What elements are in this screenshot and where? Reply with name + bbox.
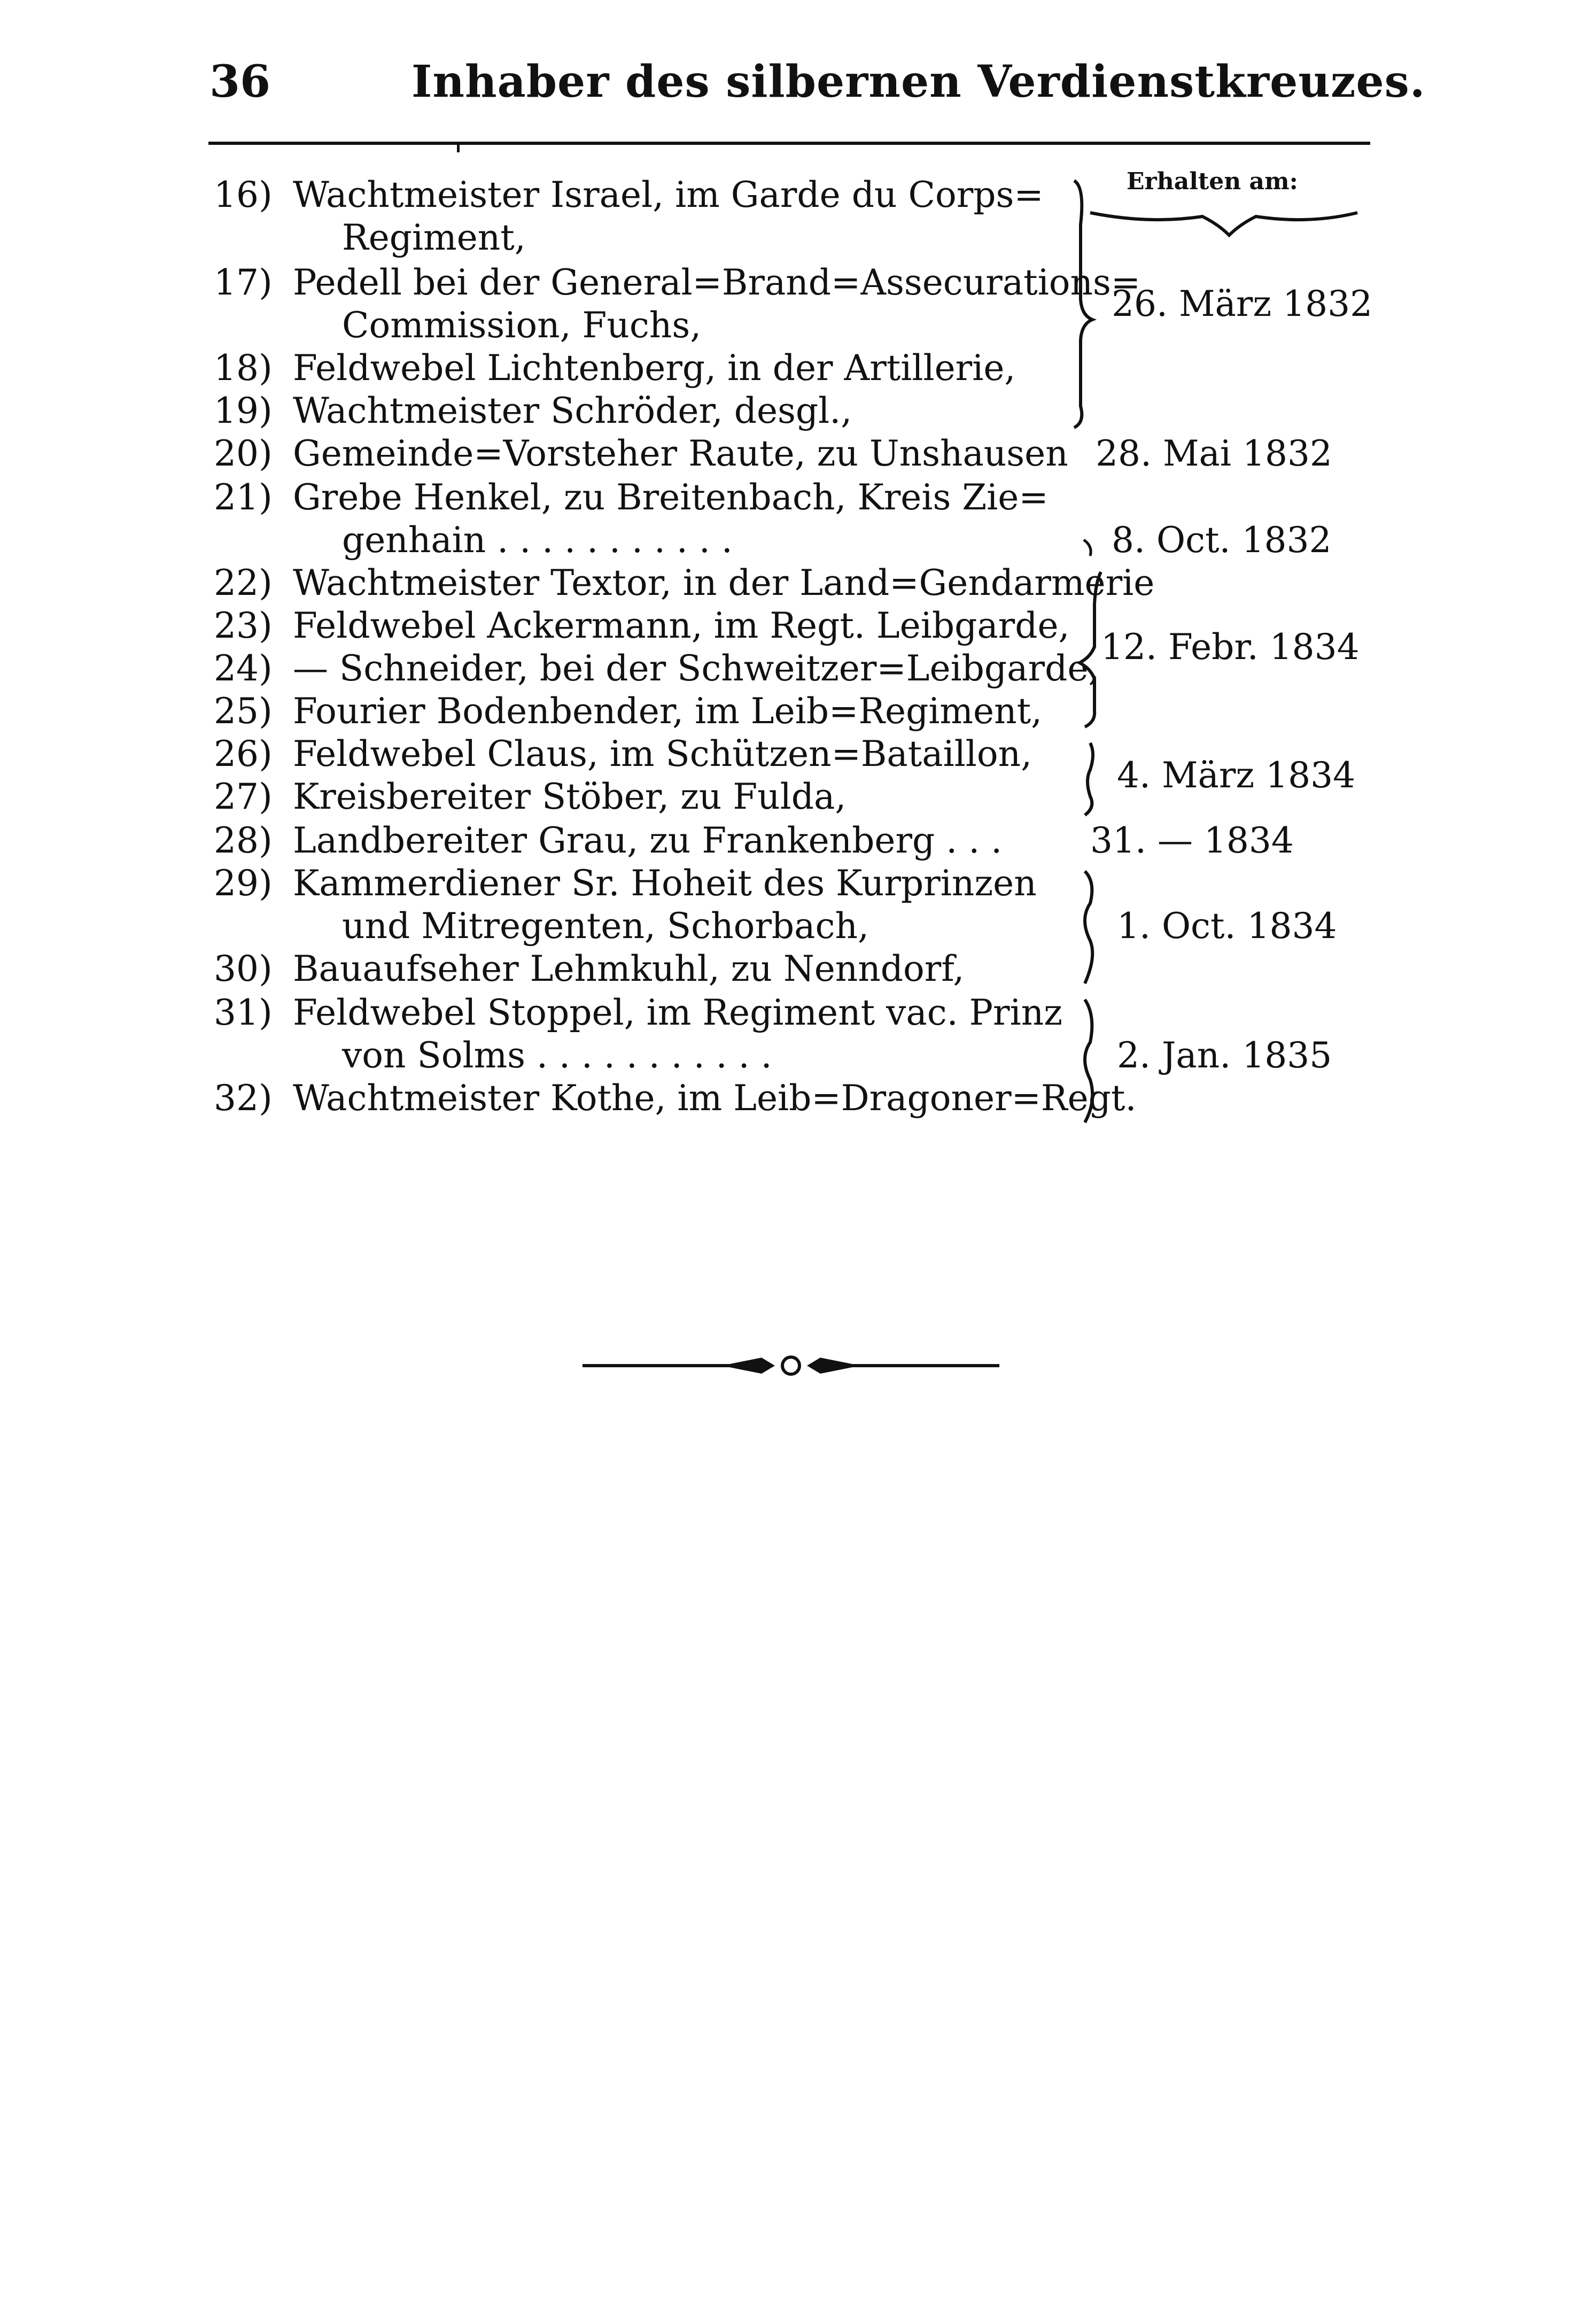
entry-number: 18) (214, 347, 273, 389)
page-ornament (577, 1347, 1005, 1384)
entry-line: Feldwebel Stoppel, im Regiment vac. Prinz (293, 992, 1062, 1033)
award-date: 1. Oct. 1834 (1117, 905, 1337, 947)
entry-line: Grebe Henkel, zu Breitenbach, Kreis Zie= (293, 477, 1049, 518)
entry-number: 30) (214, 948, 273, 989)
entry-number: 27) (214, 776, 273, 817)
entry-line: Gemeinde=Vorsteher Raute, zu Unshausen (293, 433, 1068, 474)
date-heading-flourish (1090, 213, 1357, 235)
entry-line: Feldwebel Lichtenberg, in der Artillerie, (293, 347, 1016, 389)
award-date: 12. Febr. 1834 (1101, 626, 1360, 668)
entry-number: 28) (214, 820, 273, 861)
entry-number: 20) (214, 433, 273, 474)
entry-line: Fourier Bodenbender, im Leib=Regiment, (293, 691, 1043, 732)
entry-line: und Mitregenten, Schorbach, (342, 905, 869, 947)
entry-line: genhain . . . . . . . . . . . (342, 520, 733, 561)
entry-line: Pedell bei der General=Brand=Assecurations= (293, 262, 1141, 303)
entry-line: Wachtmeister Textor, in der Land=Gendarmerie (293, 562, 1155, 603)
entry-number: 24) (214, 648, 273, 689)
page-number: 36 (209, 56, 271, 107)
entry-line: Wachtmeister Kothe, im Leib=Dragoner=Regt. (293, 1078, 1137, 1119)
brace-26-27 (1085, 743, 1093, 815)
brace-29-30 (1085, 871, 1092, 983)
entry-number: 32) (214, 1078, 273, 1119)
entry-number: 19) (214, 390, 273, 431)
brace-16-19 (1074, 181, 1092, 428)
entry-line: Landbereiter Grau, zu Frankenberg . . . (293, 820, 1003, 861)
award-date: 2. Jan. 1835 (1117, 1035, 1332, 1076)
entry-line: — Schneider, bei der Schweitzer=Leibgarde, (293, 648, 1100, 689)
award-date: 31. — 1834 (1090, 820, 1294, 861)
entry-line: Feldwebel Claus, im Schützen=Bataillon, (293, 733, 1032, 774)
entry-number: 21) (214, 477, 273, 518)
header-rule (208, 142, 1370, 145)
entry-number: 16) (214, 174, 273, 215)
header-rule-tick (457, 145, 460, 152)
entry-number: 17) (214, 262, 273, 303)
award-date: 28. Mai 1832 (1096, 433, 1332, 474)
entry-line: Wachtmeister Israel, im Garde du Corps= (293, 174, 1044, 215)
date-column-heading: Erhalten am: (1127, 168, 1298, 195)
entry-number: 26) (214, 733, 273, 774)
entry-number: 29) (214, 863, 273, 904)
award-date: 26. März 1832 (1112, 283, 1373, 324)
entry-line: Kreisbereiter Stöber, zu Fulda, (293, 776, 847, 817)
entry-line: Commission, Fuchs, (342, 305, 702, 346)
tick-21 (1084, 540, 1091, 556)
page-title: Inhaber des silbernen Verdienstkreuzes. (411, 56, 1426, 107)
entry-number: 25) (214, 691, 273, 732)
award-date: 4. März 1834 (1117, 755, 1356, 796)
entry-line: Bauaufseher Lehmkuhl, zu Nenndorf, (293, 948, 965, 989)
entry-number: 22) (214, 562, 273, 603)
entry-line: Regiment, (342, 217, 526, 258)
entry-number: 23) (214, 605, 273, 646)
entry-line: Feldwebel Ackermann, im Regt. Leibgarde, (293, 605, 1070, 646)
entry-number: 31) (214, 992, 273, 1033)
entry-line: von Solms . . . . . . . . . . . (342, 1035, 772, 1076)
award-date: 8. Oct. 1832 (1112, 520, 1332, 561)
entry-line: Kammerdiener Sr. Hoheit des Kurprinzen (293, 863, 1037, 904)
entry-line: Wachtmeister Schröder, desgl., (293, 390, 852, 431)
